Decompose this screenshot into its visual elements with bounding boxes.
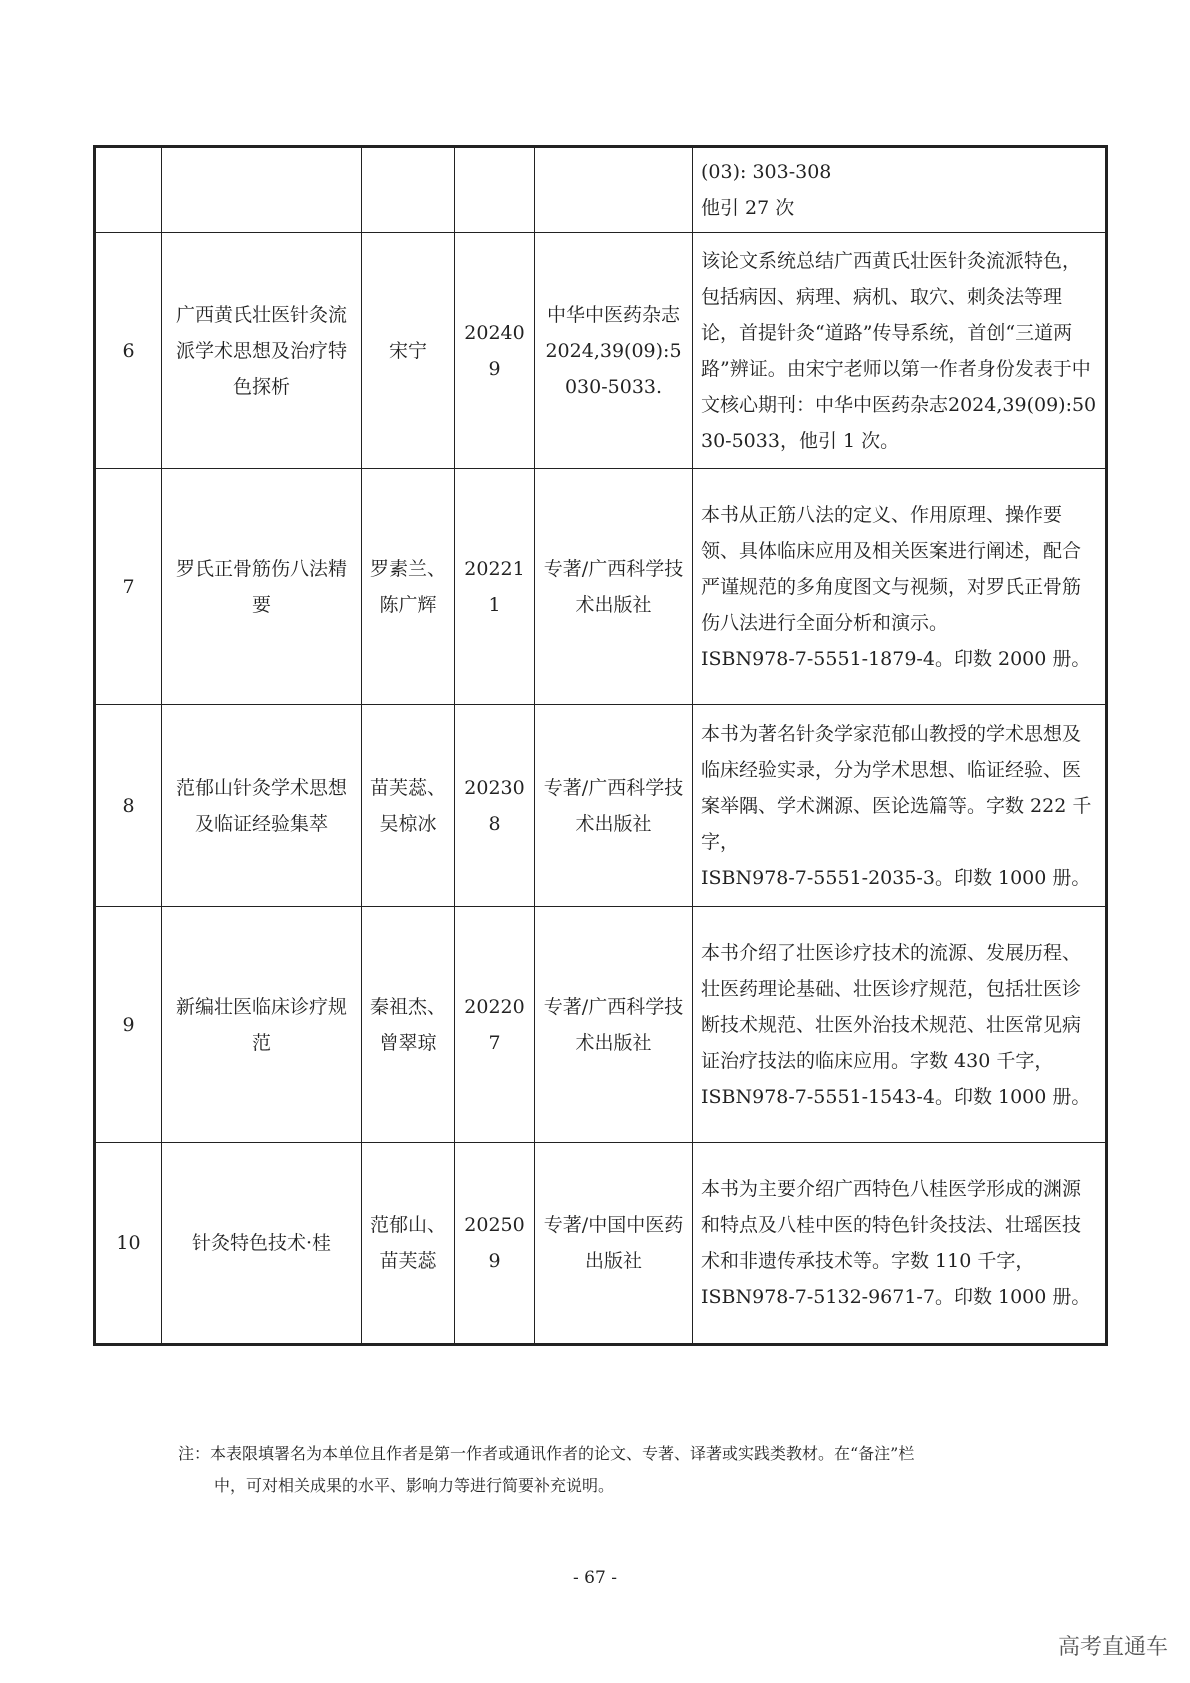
remark-text: (03): 303-308 <box>701 161 832 183</box>
footnote-line-2: 中，可对相关成果的水平、影响力等进行简要补充说明。 <box>214 1476 615 1495</box>
remarks-cell <box>693 147 1107 233</box>
publish-date-cell <box>455 147 535 233</box>
authors-cell: 范郁山、苗芙蕊 <box>362 1143 455 1345</box>
table-row <box>95 469 1107 705</box>
remarks-cell <box>693 233 1107 469</box>
publish-date-cell: 202409 <box>455 233 535 469</box>
remark-text: 本书从正筋八法的定义、作用原理、操作要领、具体临床应用及相关医案进行阐述，配合严谨规范的多角度图文与视频，对罗氏正骨筋伤八法进行全面分析和演示。 <box>701 503 1082 634</box>
remark-text: 他引 27 次 <box>701 197 795 219</box>
authors-cell: 罗素兰、陈广辉 <box>362 469 455 705</box>
publication-info-cell: 专著/中国中医药出版社 <box>535 1143 693 1345</box>
remark-text: ISBN978-7-5551-1879-4。印数 2000 册。 <box>701 647 1091 670</box>
remarks-cell <box>693 705 1107 907</box>
watermark: 高考直通车 <box>1057 1635 1168 1660</box>
table-row <box>95 1143 1107 1345</box>
remark-text: 该论文系统总结广西黄氏壮医针灸流派特色，包括病因、病理、病机、取穴、刺灸法等理论，首提针灸“道路”传导系统，首创“三道两路”辨证。由宋宁老师以第一作者身份发表于中文核心期刊：中华中医药杂志2024,39(09):5030-5033，他引 1 次。 <box>701 249 1097 452</box>
table-row <box>95 907 1107 1143</box>
remark-text: 本书为主要介绍广西特色八桂医学形成的渊源和特点及八桂中医的特色针灸技法、壮瑶医技术和非遗传承技术等。字数 110 千字， <box>701 1178 1082 1272</box>
authors-cell <box>362 147 455 233</box>
work-title-cell <box>162 147 362 233</box>
row-number-cell <box>95 147 162 233</box>
publication-info-cell: 专著/广西科学技术出版社 <box>535 469 693 705</box>
row-number-cell: 9 <box>95 907 162 1143</box>
publish-date-cell: 202207 <box>455 907 535 1143</box>
table-row <box>95 147 1107 233</box>
row-number-cell: 10 <box>95 1143 162 1345</box>
publication-info-cell: 中华中医药杂志2024,39(09):5030-5033. <box>535 233 693 469</box>
publication-info-cell: 专著/广西科学技术出版社 <box>535 907 693 1143</box>
table-footnote <box>178 1438 1058 1502</box>
table-row <box>95 705 1107 907</box>
remarks-cell <box>693 907 1107 1143</box>
authors-cell: 秦祖杰、曾翠琼 <box>362 907 455 1143</box>
work-title-cell: 针灸特色技术·桂 <box>162 1143 362 1345</box>
remarks-cell <box>693 469 1107 705</box>
work-title-cell: 罗氏正骨筋伤八法精要 <box>162 469 362 705</box>
publish-date-cell: 202308 <box>455 705 535 907</box>
footnote-line-1: 注：本表限填署名为本单位且作者是第一作者或通讯作者的论文、专著、译著或实践类教材。在“备注”栏 <box>178 1444 915 1463</box>
remark-text: 本书介绍了壮医诊疗技术的流源、发展历程、壮医药理论基础、壮医诊疗规范，包括壮医诊断技术规范、壮医外治技术规范、壮医常见病证治疗技法的临床应用。字数 430 千字， <box>701 941 1082 1072</box>
remark-text: ISBN978-7-5551-2035-3。印数 1000 册。 <box>701 866 1091 889</box>
publication-info-cell: 专著/广西科学技术出版社 <box>535 705 693 907</box>
remark-text: ISBN978-7-5551-1543-4。印数 1000 册。 <box>701 1085 1091 1108</box>
work-title-cell: 范郁山针灸学术思想及临证经验集萃 <box>162 705 362 907</box>
row-number-cell: 7 <box>95 469 162 705</box>
publish-date-cell: 202211 <box>455 469 535 705</box>
page-number: - 67 - <box>573 1568 617 1588</box>
remark-text: 本书为著名针灸学家范郁山教授的学术思想及临床经验实录，分为学术思想、临证经验、医案举隅、学术渊源、医论选篇等。字数 222 千字， <box>701 722 1092 853</box>
table-row <box>95 233 1107 469</box>
publication-info-cell <box>535 147 693 233</box>
work-title-cell: 广西黄氏壮医针灸流派学术思想及治疗特色探析 <box>162 233 362 469</box>
work-title-cell: 新编壮医临床诊疗规范 <box>162 907 362 1143</box>
authors-cell: 宋宁 <box>362 233 455 469</box>
remarks-cell <box>693 1143 1107 1345</box>
authors-cell: 苗芙蕊、吴椋冰 <box>362 705 455 907</box>
remark-text: ISBN978-7-5132-9671-7。印数 1000 册。 <box>701 1286 1091 1308</box>
row-number-cell: 8 <box>95 705 162 907</box>
publish-date-cell: 202509 <box>455 1143 535 1345</box>
achievements-table <box>93 145 1108 1346</box>
row-number-cell: 6 <box>95 233 162 469</box>
